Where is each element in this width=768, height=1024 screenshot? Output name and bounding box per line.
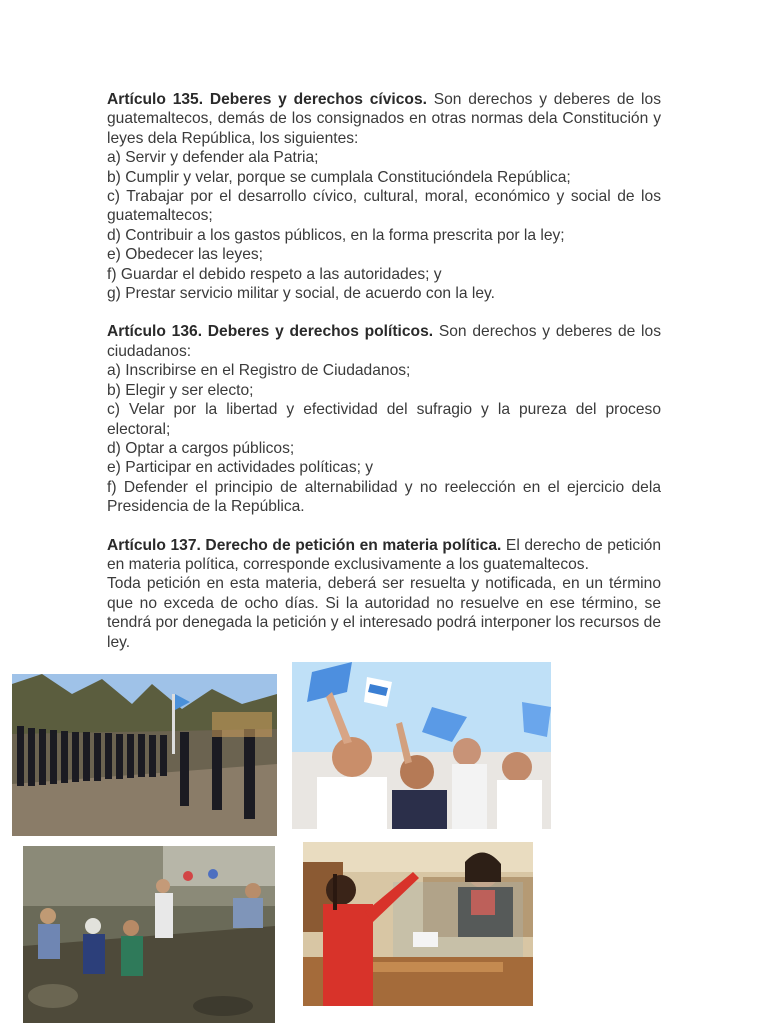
document-text	[107, 90, 661, 670]
community-work-photo	[23, 846, 275, 1023]
list-item: a) Inscribirse en el Registro de Ciudadanos;	[107, 362, 411, 380]
list-item: d) Optar a cargos públicos;	[107, 439, 295, 457]
article-intro: Son derechos y deberes de los guatemaltecos, demás de los consignados en otras normas dela Constitución y leyes dela República, los siguientes:	[107, 91, 661, 147]
list-item: a) Servir y defender ala Patria;	[107, 149, 319, 167]
list-item: b) Cumplir y velar, porque se cumplala Constitucióndela República;	[107, 168, 571, 186]
paragraph: Toda petición en esta materia, deberá ser resuelta y notificada, en un término que no exceda de ocho días. Si la autoridad no resuelve en ese término, se tendrá por denegada la petición y el interesado podrá interponer los recursos de ley.	[107, 575, 661, 651]
list-item: e) Participar en actividades políticas; y	[107, 459, 374, 477]
list-item: f) Guardar el debido respeto a las autoridades; y	[107, 265, 442, 283]
military-formation-photo	[12, 674, 277, 836]
registry-counter-photo	[303, 842, 533, 1006]
article-136	[107, 322, 661, 516]
article-intro: El derecho de petición en materia política, corresponde exclusivamente a los guatemaltecos.	[107, 536, 661, 573]
list-item: e) Obedecer las leyes;	[107, 246, 264, 264]
list-item: d) Contribuir a los gastos públicos, en la forma prescrita por la ley;	[107, 226, 565, 244]
list-item: c) Velar por la libertad y efectividad del sufragio y la pureza del proceso electoral;	[107, 401, 661, 438]
list-item: c) Trabajar por el desarrollo cívico, cultural, moral, económico y social de los guatemaltecos;	[107, 188, 661, 225]
article-137	[107, 536, 661, 652]
article-heading: Artículo 137. Derecho de petición en materia política.	[107, 536, 502, 554]
article-135	[107, 90, 661, 303]
list-item: f) Defender el principio de alternabilidad y no reelección en el ejercicio dela Presidencia de la República.	[107, 478, 661, 516]
article-intro: Son derechos y deberes de los ciudadanos:	[107, 323, 661, 360]
article-heading: Artículo 136. Deberes y derechos políticos.	[107, 323, 434, 341]
crowd-flags-photo	[292, 662, 551, 829]
article-heading: Artículo 135. Deberes y derechos cívicos.	[107, 91, 427, 108]
list-item: g) Prestar servicio militar y social, de acuerdo con la ley.	[107, 285, 495, 303]
list-item: b) Elegir y ser electo;	[107, 381, 254, 399]
